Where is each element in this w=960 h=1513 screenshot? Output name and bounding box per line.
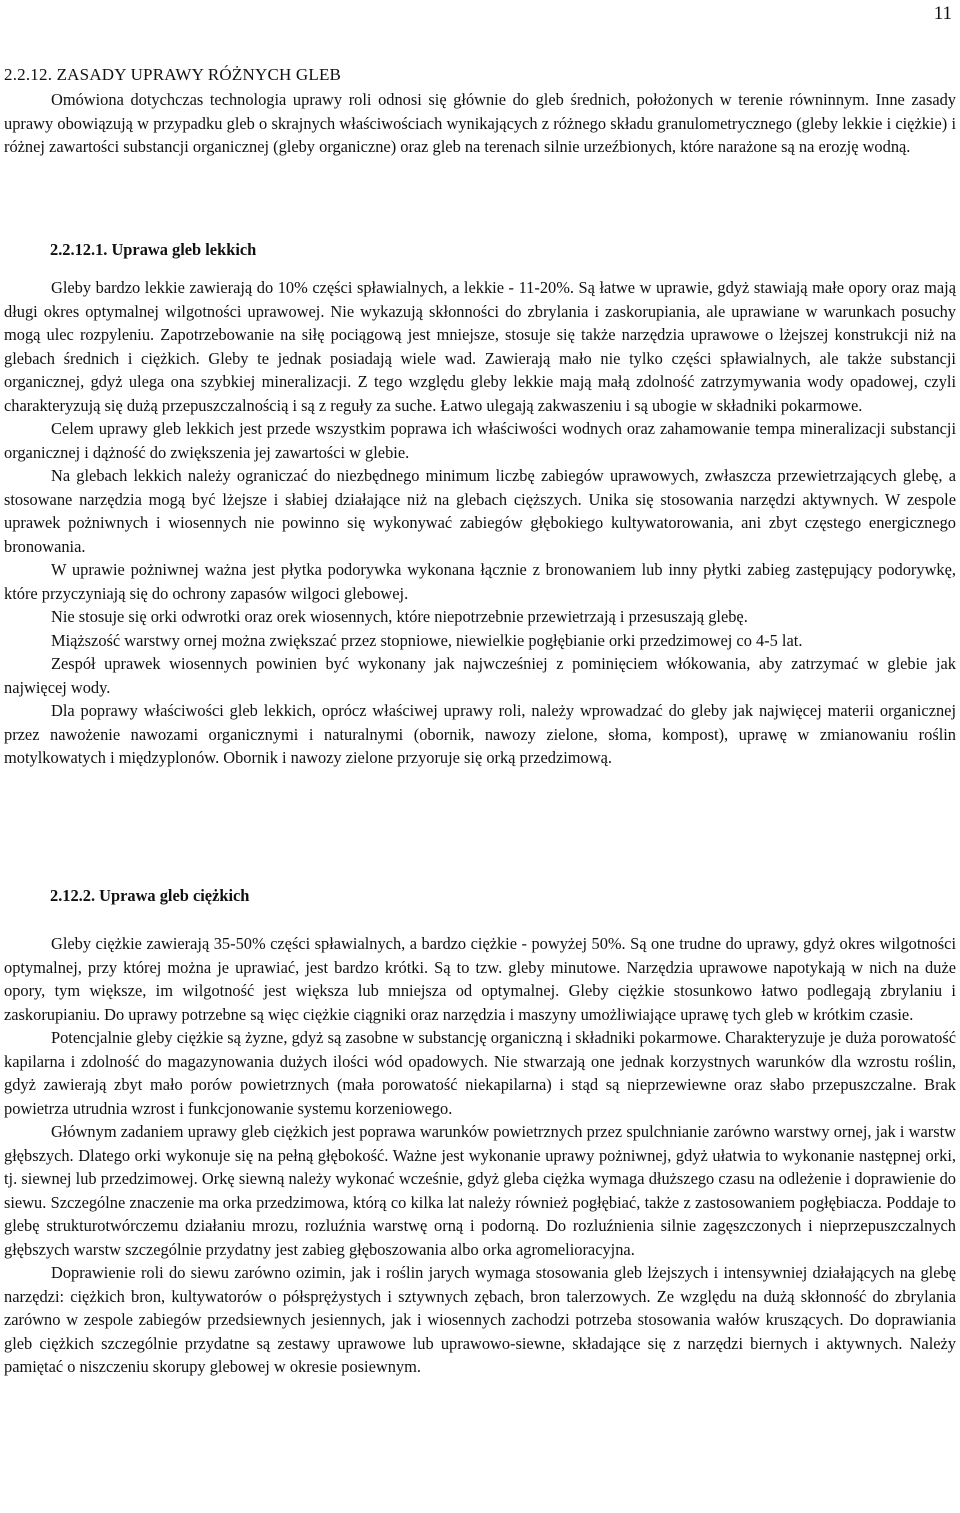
body-paragraph: Celem uprawy gleb lekkich jest przede wszystkim poprawa ich właściwości wodnych oraz zahamowanie tempa mineralizacji substancji organicznej i dążność do zwiększenia jej zawartości w glebie. bbox=[4, 419, 956, 462]
body-paragraph: W uprawie pożniwnej ważna jest płytka podorywka wykonana łącznie z bronowaniem lub inny płytki zabieg zastępujący podorywkę, które przyczyniają się do ochrony zapasów wilgoci glebowej. bbox=[4, 560, 956, 603]
body-paragraph: Dla poprawy właściwości gleb lekkich, oprócz właściwej uprawy roli, należy wprowadzać do gleby jak najwięcej materii organicznej przez nawożenie nawozami organicznymi i naturalnymi (obornik, nawozy zielone, słoma, kompost), uprawę w zmianowaniu roślin motylkowatych i międzyplonów. Obornik i nawozy zielone przyoruje się orką przedzimową. bbox=[4, 701, 956, 767]
body-paragraph: Głównym zadaniem uprawy gleb ciężkich jest poprawa warunków powietrznych przez spulchnianie zarówno warstwy ornej, jak i warstw głębszych. Dlatego orki wykonuje się na pełną głębokość. Ważne jest wykonanie uprawy pożniwnej, gdyż ułatwia to wykonanie następnej orki, tj. siewnej lub przedzimowej. Orkę siewną należy wykonać wcześnie, gdyż gleba ciężka wymaga dłuższego czasu na odleżenie i doprawienie do siewu. Szczególne znaczenie ma orka przedzimowa, którą co kilka lat należy również pogłębiać, także z zastosowaniem pogłębiacza. Poddaje to glebę strukturotwórczemu działaniu mrozu, rozluźnia warstwę orną i podorną. Do rozluźnienia silnie zagęszczonych i nieprzepuszczalnych głębszych warstw szczególnie przydatny jest zabieg głęboszowania albo orka agromelioracyjna. bbox=[4, 1122, 956, 1259]
body-paragraph: Gleby ciężkie zawierają 35-50% części spławialnych, a bardzo ciężkie - powyżej 50%. Są one trudne do uprawy, gdyż okres wilgotności optymalnej, przy której można je uprawiać, jest bardzo krótki. Są to tzw. gleby minutowe. Narzędzia uprawowe napotykają w nich na duże opory, tym większe, im wilgotność jest większa lub mniejsza od optymalnej. Gleby ciężkie stosunkowo łatwo podlegają zbrylaniu i zaskorupianiu. Do uprawy potrzebne są więc ciężkie ciągniki oraz narzędzia i maszyny umożliwiające uprawę tych gleb w krótkim czasie. bbox=[4, 934, 956, 1024]
heavy-soils-body bbox=[4, 932, 956, 1379]
body-paragraph: Nie stosuje się orki odwrotki oraz orek wiosennych, które niepotrzebnie przewietrzają i przesuszają glebę. bbox=[51, 607, 748, 626]
body-paragraph: Miąższość warstwy ornej można zwiększać przez stopniowe, niewielkie pogłębianie orki przedzimowej co 4-5 lat. bbox=[51, 630, 803, 650]
subsection-heading-heavy-soils: 2.12.2. Uprawa gleb ciężkich bbox=[50, 886, 250, 905]
intro-paragraph: Omówiona dotychczas technologia uprawy roli odnosi się głównie do gleb średnich, położonych w terenie równinnym. Inne zasady uprawy obowiązują w przypadku gleb o skrajnych właściwościach wynikających z różnego składu granulometrycznego (gleby lekkie i ciężkie) i różnej zawartości substancji organicznej (gleby organiczne) oraz gleb na terenach silnie urzeźbionych, które narażone są na erozję wodną. bbox=[4, 90, 956, 156]
intro-block bbox=[4, 88, 956, 159]
body-paragraph: Gleby bardzo lekkie zawierają do 10% części spławialnych, a lekkie - 11-20%. Są łatwe w uprawie, gdyż stawiają małe opory oraz mają długi okres optymalnej wilgotności uprawowej. Nie wykazują skłonności do zbrylania i zaskorupiania, ale uprawiane w warunkach posuchy mogą ulec rozpyleniu. Zapotrzebowanie na siłę pociągową jest mniejsze, stosuje się także narzędzia uprawowe o lżejszej konstrukcji niż na glebach średnich i ciężkich. Gleby te jednak posiadają wiele wad. Zawierają mało nie tylko części spławialnych, ale także substancji organicznej, gdyż ulega ona szybkiej mineralizacji. Z tego względu gleby lekkie mają małą zdolność zatrzymywania wody opadowej, czyli charakteryzują się dużą przepuszczalnością i są z reguły za suche. Łatwo ulegają zakwaszeniu i są ubogie w składniki pokarmowe. bbox=[4, 278, 956, 415]
light-soils-body bbox=[4, 276, 956, 770]
body-paragraph: Na glebach lekkich należy ograniczać do niezbędnego minimum liczbę zabiegów uprawowych, zwłaszcza przewietrzających glebę, a stosowane narzędzia mogą być lżejsze i słabiej działające niż na glebach cięższych. Unika się stosowania narzędzi aktywnych. W zespole uprawek pożniwnych i wiosennych nie powinno się wykonywać zabiegów głębokiego kultywatorowania, ani zbyt częstego energicznego bronowania. bbox=[4, 466, 956, 556]
section-heading: 2.2.12. ZASADY UPRAWY RÓŻNYCH GLEB bbox=[4, 65, 342, 84]
body-paragraph: Doprawienie roli do siewu zarówno ozimin, jak i roślin jarych wymaga stosowania gleb lżejszych i intensywniej działających na glebę narzędzi: ciężkich bron, kultywatorów o półsprężystych i sztywnych zębach, bron talerzowych. Ze względu na dużą skłonność do zbrylania zarówno w zespole zabiegów przedsiewnych jesiennych, jak i wiosennych zachodzi potrzeba stosowania wałów kruszących. Do doprawiania gleb ciężkich szczególnie przydatne są zestawy uprawowe lub uprawowo-siewne, składające się z narzędzi biernych i aktywnych. Należy pamiętać o niszczeniu skorupy glebowej w okresie posiewnym. bbox=[4, 1263, 956, 1376]
page-number: 11 bbox=[933, 3, 952, 24]
subsection-heading-light-soils: 2.2.12.1. Uprawa gleb lekkich bbox=[50, 240, 257, 259]
body-paragraph: Zespół uprawek wiosennych powinien być wykonany jak najwcześniej z pominięciem włókowania, aby zatrzymać w glebie jak najwięcej wody. bbox=[4, 654, 956, 697]
body-paragraph: Potencjalnie gleby ciężkie są żyzne, gdyż są zasobne w substancję organiczną i składniki pokarmowe. Charakteryzuje je duża porowatość kapilarna i zdolność do magazynowania dużych ilości wód opadowych. Nie stwarzają one jednak korzystnych warunków dla wzrostu roślin, gdyż zawierają zbyt mało porów powietrznych (mała porowatość niekapilarna) i stąd są nieprzewiewne oraz słabo przepuszczalne. Brak powietrza utrudnia wzrost i funkcjonowanie systemu korzeniowego. bbox=[4, 1028, 956, 1118]
